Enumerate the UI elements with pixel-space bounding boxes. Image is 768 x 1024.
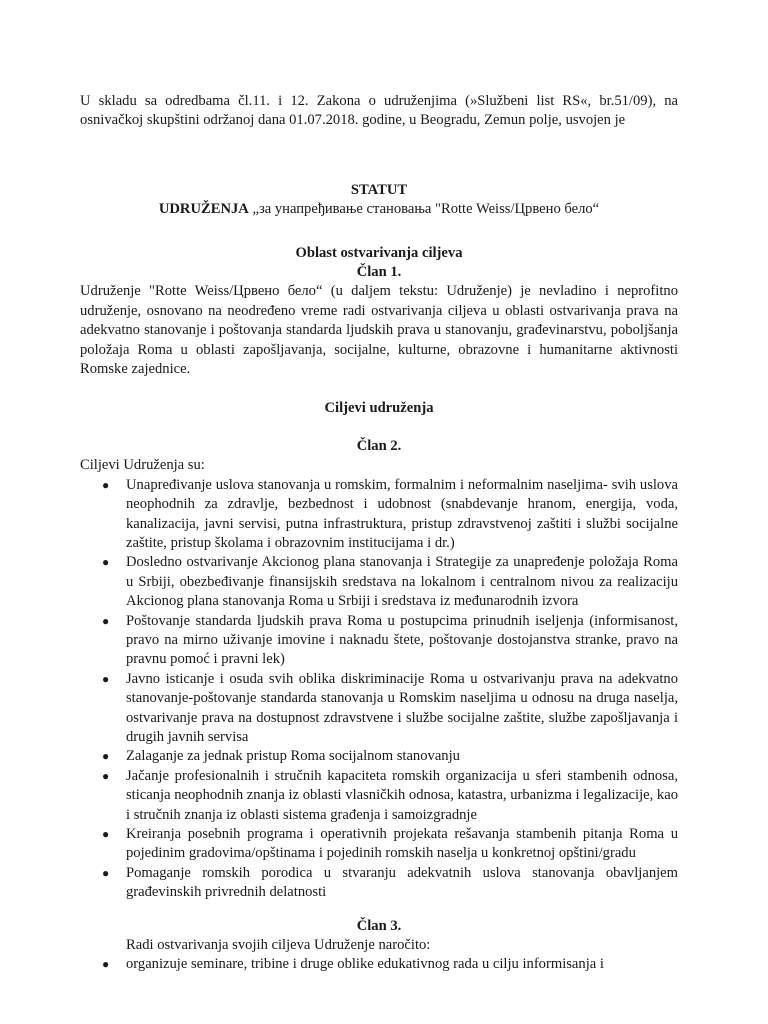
list-item-text: Zalaganje za jednak pristup Roma socijalnom stanovanju	[126, 748, 460, 765]
document-subtitle	[80, 200, 678, 219]
clan-2-heading: Član 2.	[356, 437, 402, 454]
intro-line-2: osnivačkoj skupštini održanoj dana 01.07.2018. godine, u Beogradu, Zemun polje, usvojen je	[80, 112, 626, 129]
list-item	[80, 955, 678, 974]
clan-1-heading: Član 1.	[356, 264, 402, 281]
list-item	[80, 612, 678, 670]
list-item	[80, 670, 678, 748]
intro-line-1: U skladu sa odredbama čl.11. i 12. Zakona o udruženjima (»Službeni list RS«, br.51/09), na	[80, 93, 678, 109]
document-title: STATUT	[350, 181, 408, 198]
list-item-text: Poštovanje standarda ljudskih prava Roma u postupcima prinudnih iseljenja (informisanost, pravo na mirno uživanje imovine i naknadu štete, poštovanje dostojanstva stranke, pravo na pravnu pomoć i pravni lek)	[126, 612, 678, 668]
list-item	[80, 825, 678, 864]
list-item	[80, 476, 678, 554]
list-item	[80, 747, 678, 766]
activities-list	[80, 955, 678, 974]
list-item	[80, 553, 678, 611]
bullet-dot-icon: ●	[102, 768, 110, 783]
list-item	[80, 864, 678, 903]
bullet-dot-icon: ●	[102, 749, 110, 764]
section-2-heading: Ciljevi udruženja	[324, 400, 434, 417]
subtitle-rest: „за унапређивање становања "Rotte Weiss/Црвено бело“	[248, 201, 600, 218]
section-3	[80, 917, 678, 975]
bullet-dot-icon: ●	[102, 671, 110, 686]
bullet-dot-icon: ●	[102, 613, 110, 628]
list-item-text: Javno isticanje i osuda svih oblika diskriminacije Roma u ostvarivanju prava na adekvatno stanovanje-poštovanje standarda stanovanja u Romskim naseljima u odnosu na druga naselja, ostvarivanje prava na dostupnost zdravstvene i službe socijalne zaštite, službe zapošljavanja i drugih javnih servisa	[126, 670, 678, 745]
section-1	[80, 244, 678, 380]
bullet-dot-icon: ●	[102, 555, 110, 570]
bullet-dot-icon: ●	[102, 827, 110, 841]
section-2	[80, 399, 678, 902]
list-item-text: organizuje seminare, tribine i druge oblike edukativnog rada u cilju informisanja i	[126, 956, 604, 973]
bullet-dot-icon: ●	[102, 957, 110, 972]
clan-3-lead: Radi ostvarivanja svojih ciljeva Udruženje naročito:	[126, 937, 431, 954]
subtitle-bold: UDRUŽENJA	[158, 201, 249, 218]
list-item-text: Pomaganje romskih porodica u stvaranju adekvatnih uslova stanovanja obavljanjem građevinskih privrednih delatnosti	[126, 864, 678, 901]
list-item-text: Kreiranja posebnih programa i operativnih projekata rešavanja stambenih pitanja Roma u pojedinim gradovima/opštinama i pojedinih romskih naselja u konkretnoj opštini/gradu	[126, 826, 678, 862]
statute-header	[80, 181, 678, 220]
list-item	[80, 767, 678, 825]
clan-2-lead: Ciljevi Udruženja su:	[80, 457, 205, 474]
goals-list	[80, 476, 678, 903]
section-1-heading: Oblast ostvarivanja ciljeva	[295, 244, 463, 261]
list-item-text: Dosledno ostvarivanje Akcionog plana stanovanja i Strategije za unapređenje položaja Roma u Srbiji, obezbeđivanje finansijskih sredstava na lokalnom i centralnom nivou za realizaciju Akcionog plana stanovanja Roma u Srbiji i sredstava iz međunarodnih izvora	[126, 554, 678, 610]
clan-3-heading: Član 3.	[356, 917, 402, 934]
list-item-text: Jačanje profesionalnih i stručnih kapaciteta romskih organizacija u sferi stambenih odnosa, sticanja neophodnih znanja iz oblasti vlasničkih odnosa, katastra, urbanizma i legalizacije, kao i stručnih znanja iz oblasti sistema građenja i samoizgradnje	[126, 767, 678, 823]
bullet-dot-icon: ●	[102, 865, 110, 880]
document-page	[80, 92, 678, 975]
list-item-text: Unapređivanje uslova stanovanja u romskim, formalnim i neformalnim naseljima- svih uslova neophodnih za zdravlje, bezbednost i udobnost (snabdevanje hranom, energija, voda, kanalizacija, javni servisi, putna infrastruktura, pristup zdravstvenoj zaštiti i službi socijalne zaštite, pristup školama i obrazovnim institucijama i dr.)	[126, 476, 678, 551]
clan-1-text: Udruženje "Rotte Weiss/Црвено бело“ (u daljem tekstu: Udruženje) je nevladino i neprofitno udruženje, osnovano na neodređeno vreme radi ostvarivanja ciljeva u oblasti ostvarivanja prava na adekvatno stanovanje i poštovanja standarda ljudskih prava u stanovanju, građevinarstvu, poboljšanja položaja Roma u oblasti zapošljavanja, socijalne, kulturne, obrazovne i humanitarne aktivnosti Romske zajednice.	[80, 283, 678, 378]
bullet-dot-icon: ●	[102, 477, 110, 492]
